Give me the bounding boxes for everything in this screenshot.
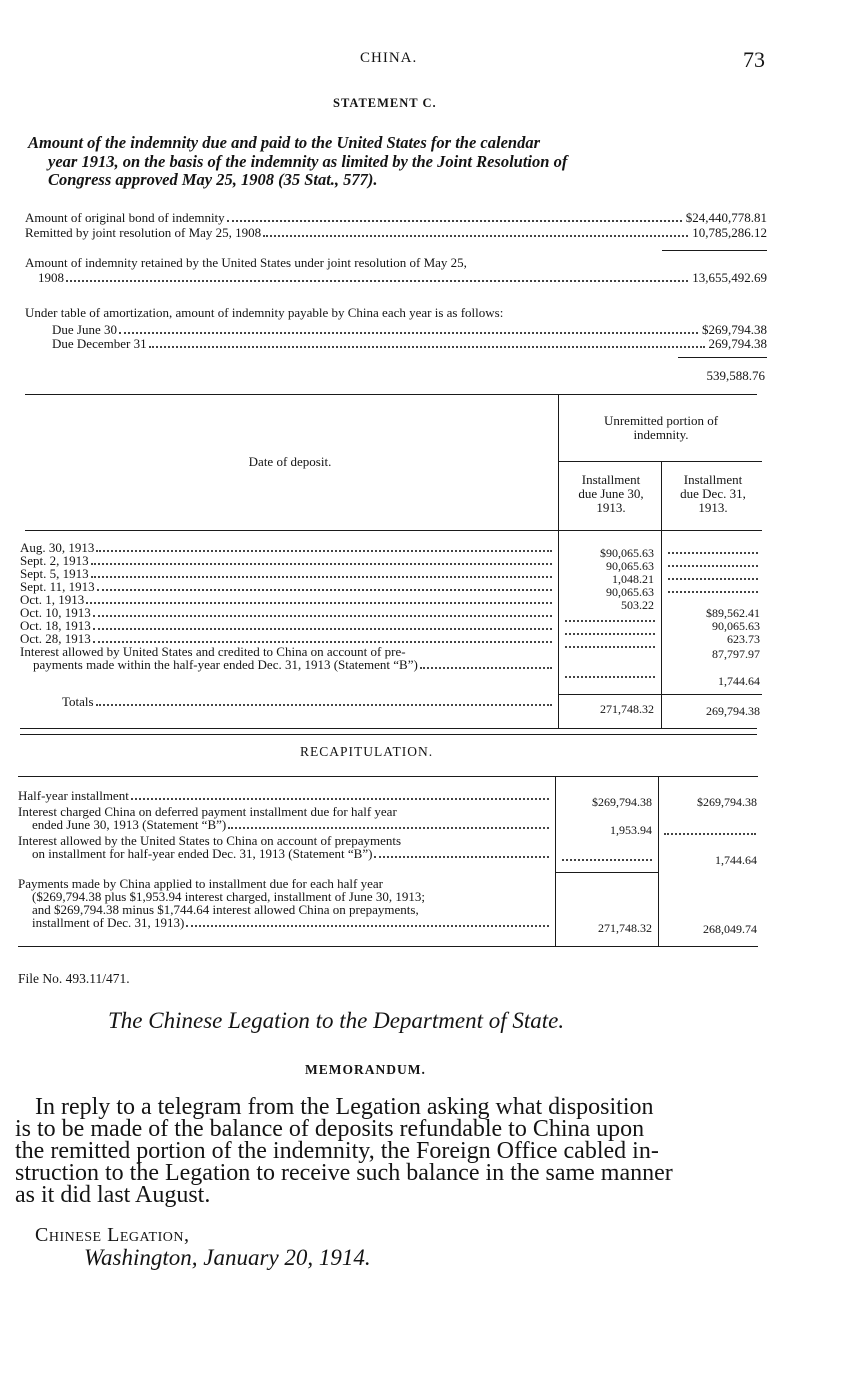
leader-dots xyxy=(96,704,552,706)
column-rule xyxy=(555,776,556,946)
due-june-amount: $269,794.38 xyxy=(702,322,767,337)
column-rule xyxy=(661,461,662,728)
interest-allowed-row xyxy=(32,847,553,861)
header-line: Installment xyxy=(683,472,743,487)
dec-value: $89,562.41 xyxy=(706,606,760,620)
original-bond-row xyxy=(25,211,767,225)
payments-line4: installment of Dec. 31, 1913) xyxy=(32,915,185,930)
june-value: 90,065.63 xyxy=(606,585,654,599)
leader-dots xyxy=(131,798,549,800)
interest-charged-line1: Interest charged China on deferred payment installment due for half year xyxy=(18,804,397,819)
deposit-date: Sept. 2, 1913 xyxy=(20,553,89,568)
column-rule xyxy=(658,776,659,946)
table-row xyxy=(20,554,556,568)
totals-label: Totals xyxy=(62,694,94,709)
sum-rule xyxy=(678,357,767,358)
retained-label-line1: Amount of indemnity retained by the United States under joint resolution of May 25, xyxy=(25,255,467,270)
table-bottom-rule xyxy=(20,734,757,735)
half-year-row xyxy=(18,789,553,803)
due-december-label: Due December 31 xyxy=(52,336,147,351)
header-line: due Dec. 31, xyxy=(680,486,746,501)
leader-dots xyxy=(86,602,552,604)
totals-row xyxy=(62,695,556,709)
interest-charged-line2: ended June 30, 1913 (Statement “B”) xyxy=(32,817,227,832)
interest-label-line1: Interest allowed by United States and credited to China on account of pre- xyxy=(20,644,406,659)
header-line: Installment xyxy=(581,472,641,487)
payments-row xyxy=(32,916,553,930)
leader-dots xyxy=(227,220,682,222)
leader-dots xyxy=(93,615,552,617)
due-june-label: Due June 30 xyxy=(52,322,117,337)
empty-cell-dots xyxy=(668,565,758,567)
header-line: due June 30, xyxy=(578,486,644,501)
half-year-label: Half-year installment xyxy=(18,788,129,803)
header-bottom-rule xyxy=(25,530,762,531)
leader-dots xyxy=(228,827,549,829)
payments-dec: 268,049.74 xyxy=(703,922,757,936)
leader-dots xyxy=(93,641,552,643)
table-top-rule xyxy=(25,394,757,395)
totals-dec: 269,794.38 xyxy=(706,704,760,718)
correspondence-heading: The Chinese Legation to the Department of State. xyxy=(108,1008,565,1033)
original-bond-label: Amount of original bond of indemnity xyxy=(25,210,225,225)
header-line: 1913. xyxy=(698,500,728,515)
leader-dots xyxy=(66,280,688,282)
memorandum-body xyxy=(15,1096,755,1206)
empty-cell-dots xyxy=(668,591,758,593)
due-december-amount: 269,794.38 xyxy=(708,336,767,351)
place-and-date: Washington, January 20, 1914. xyxy=(84,1245,371,1270)
recap-sum-rule xyxy=(555,872,659,873)
unremitted-header-line: indemnity. xyxy=(633,427,689,442)
deposit-date: Oct. 1, 1913 xyxy=(20,592,85,607)
recap-bottom-rule xyxy=(18,946,758,947)
payments-line1: Payments made by China applied to installment due for each half year xyxy=(18,876,383,891)
memo-line: as it did last August. xyxy=(15,1182,211,1208)
unremitted-header-line: Unremitted portion of xyxy=(603,413,719,428)
memo-line: the remitted portion of the indemnity, the Foreign Office cabled in- xyxy=(15,1138,659,1164)
half-year-june: $269,794.38 xyxy=(592,795,652,809)
remitted-amount: 10,785,286.12 xyxy=(692,225,767,240)
retained-label-line2: 1908 xyxy=(38,270,64,285)
empty-cell-dots xyxy=(668,578,758,580)
june-value: 503.22 xyxy=(621,598,654,612)
heading-line: Congress approved May 25, 1908 (35 Stat., 577). xyxy=(48,170,378,189)
leader-dots xyxy=(96,550,552,552)
half-year-dec: $269,794.38 xyxy=(697,795,757,809)
remitted-row xyxy=(25,226,767,240)
empty-cell-dots xyxy=(664,833,756,835)
deposit-date: Oct. 28, 1913 xyxy=(20,631,91,646)
leader-dots xyxy=(186,925,549,927)
original-bond-amount: $24,440,778.81 xyxy=(685,210,767,225)
table-row xyxy=(20,606,556,620)
june-value: $90,065.63 xyxy=(600,546,654,560)
leader-dots xyxy=(374,856,549,858)
date-of-deposit-header: Date of deposit. xyxy=(248,454,332,469)
heading-line: year 1913, on the basis of the indemnity as limited by the Joint Resolution of xyxy=(48,151,568,171)
leader-dots xyxy=(420,667,552,669)
leader-dots xyxy=(91,576,552,578)
empty-cell-dots xyxy=(565,676,655,678)
interest-dec-value: 1,744.64 xyxy=(718,674,760,688)
retained-amount: 13,655,492.69 xyxy=(692,270,767,285)
memo-line: In reply to a telegram from the Legation asking what disposition xyxy=(35,1094,654,1120)
table-row xyxy=(20,567,556,581)
june-value: 90,065.63 xyxy=(606,559,654,573)
statement-heading xyxy=(28,134,773,190)
header-line: 1913. xyxy=(596,500,626,515)
deposit-date: Sept. 5, 1913 xyxy=(20,566,89,581)
table-row xyxy=(20,593,556,607)
table-row xyxy=(20,580,556,594)
interest-charged-june: 1,953.94 xyxy=(610,823,652,837)
dec-value: 90,065.63 xyxy=(712,619,760,633)
running-head: CHINA. xyxy=(360,50,418,66)
amortization-intro: Under table of amortization, amount of indemnity payable by China each year is as follows: xyxy=(25,305,504,320)
interest-allowed-line2: on installment for half-year ended Dec. 31, 1913 (Statement “B”) xyxy=(32,846,373,861)
interest-row xyxy=(33,658,556,672)
column-rule xyxy=(558,394,559,728)
deposit-date: Oct. 18, 1913 xyxy=(20,618,91,633)
heading-line: Amount of the indemnity due and paid to the United States for the calendar xyxy=(28,133,540,152)
deposit-date: Aug. 30, 1913 xyxy=(20,540,95,555)
interest-allowed-line1: Interest allowed by the United States to China on account of prepayments xyxy=(18,833,402,848)
table-row xyxy=(20,541,556,555)
due-june-row xyxy=(52,323,767,337)
retained-row xyxy=(38,271,767,285)
unremitted-portion-header xyxy=(566,414,756,442)
dec-value: 87,797.97 xyxy=(712,647,760,661)
interest-label-line2: payments made within the half-year ended Dec. 31, 1913 (Statement “B”) xyxy=(33,657,418,672)
amortization-total: 539,588.76 xyxy=(706,368,765,383)
payments-june: 271,748.32 xyxy=(598,921,652,935)
leader-dots xyxy=(97,589,552,591)
table-row xyxy=(20,619,556,633)
empty-cell-dots xyxy=(565,620,655,622)
empty-cell-dots xyxy=(565,633,655,635)
leader-dots xyxy=(93,628,552,630)
deposit-date: Sept. 11, 1913 xyxy=(20,579,95,594)
empty-cell-dots xyxy=(562,859,652,861)
memo-line: struction to the Legation to receive such balance in the same manner xyxy=(15,1160,673,1186)
signature: Chinese Legation, xyxy=(35,1224,190,1246)
totals-june: 271,748.32 xyxy=(600,702,654,716)
june-value: 1,048.21 xyxy=(612,572,654,586)
leader-dots xyxy=(149,346,705,348)
statement-title: STATEMENT C. xyxy=(333,96,437,110)
memo-line: is to be made of the balance of deposits refundable to China upon xyxy=(15,1116,645,1142)
empty-cell-dots xyxy=(565,646,655,648)
installment-dec-header xyxy=(663,473,763,515)
memorandum-title: MEMORANDUM. xyxy=(305,1062,426,1077)
leader-dots xyxy=(119,332,698,334)
interest-allowed-dec: 1,744.64 xyxy=(715,853,757,867)
deposit-date: Oct. 10, 1913 xyxy=(20,605,91,620)
group-header-rule xyxy=(559,461,762,462)
payments-line3: and $269,794.38 minus $1,744.64 interest allowed China on prepayments, xyxy=(32,902,419,917)
recapitulation-title: RECAPITULATION. xyxy=(300,744,434,759)
totals-rule xyxy=(558,694,762,695)
file-number: File No. 493.11/471. xyxy=(18,971,130,986)
due-december-row xyxy=(52,337,767,351)
installment-june-header xyxy=(561,473,661,515)
recap-top-rule xyxy=(18,776,758,777)
sum-rule xyxy=(662,250,767,251)
payments-line2: ($269,794.38 plus $1,953.94 interest charged, installment of June 30, 1913; xyxy=(32,889,425,904)
dec-value: 623.73 xyxy=(727,632,760,646)
leader-dots xyxy=(263,235,688,237)
empty-cell-dots xyxy=(668,552,758,554)
interest-charged-row xyxy=(32,818,553,832)
leader-dots xyxy=(91,563,552,565)
page-number: 73 xyxy=(743,47,765,72)
remitted-label: Remitted by joint resolution of May 25, 1908 xyxy=(25,225,262,240)
table-bottom-rule xyxy=(20,728,757,729)
